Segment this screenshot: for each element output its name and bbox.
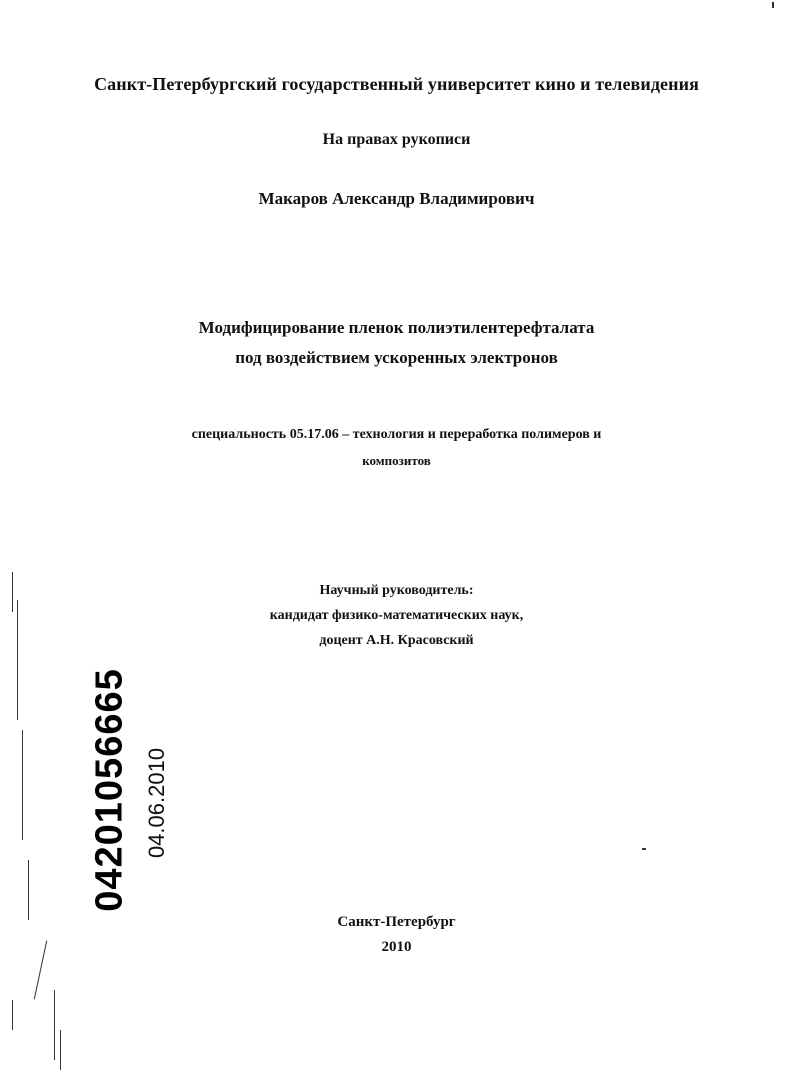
scan-artifact	[28, 860, 29, 920]
city: Санкт-Петербург	[337, 914, 456, 930]
specialty-line-1: специальность 05.17.06 – технология и переработка полимеров и	[191, 427, 602, 442]
scan-artifact	[12, 572, 13, 612]
supervisor-name: доцент А.Н. Красовский	[319, 633, 474, 648]
scan-artifact	[60, 1030, 61, 1070]
scan-artifact	[54, 990, 55, 1060]
author-name: Макаров Александр Владимирович	[258, 189, 535, 208]
university-name: Санкт-Петербургский государственный университет кино и телевидения	[94, 74, 699, 94]
scan-artifact	[12, 1000, 13, 1030]
library-stamp-date: 04.06.2010	[144, 747, 169, 859]
supervisor-degree: кандидат физико-математических наук,	[269, 608, 524, 623]
scan-artifact	[17, 600, 18, 720]
supervisor-label: Научный руководитель:	[319, 583, 474, 598]
specialty-line-2: композитов	[362, 453, 431, 468]
scan-artifact	[22, 730, 23, 840]
manuscript-note: На правах рукописи	[322, 131, 471, 148]
scan-artifact	[772, 2, 774, 8]
library-stamp-number: 04201056665	[88, 668, 131, 912]
thesis-title-line-1: Модифицирование пленок полиэтилентерефталата	[198, 318, 595, 337]
year: 2010	[381, 939, 412, 955]
scan-artifact	[642, 848, 646, 850]
thesis-title-line-2: под воздействием ускоренных электронов	[235, 348, 558, 367]
